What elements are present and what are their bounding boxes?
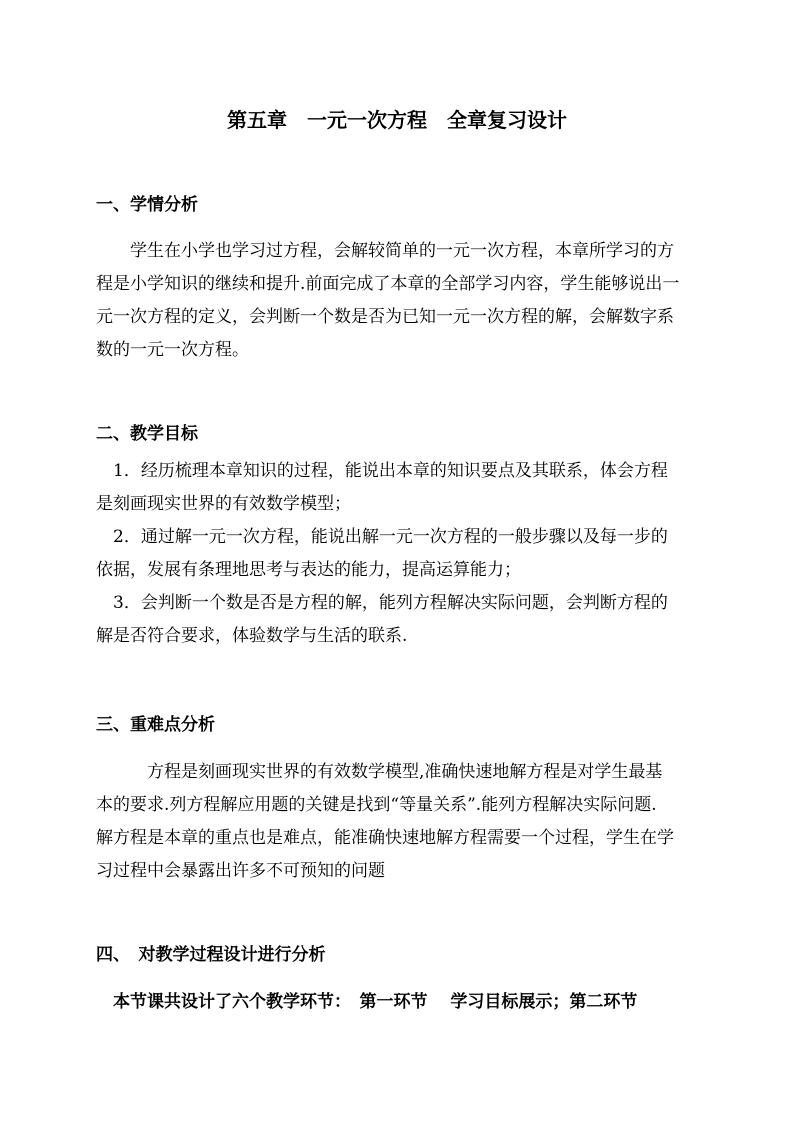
paragraph-line: 习过程中会暴露出许多不可预知的问题 — [96, 861, 385, 881]
paragraph-line: 学生在小学也学习过方程，会解较简单的一元一次方程，本章所学习的方 — [96, 241, 674, 261]
section-heading-teaching-goals: 二、教学目标 — [96, 424, 198, 444]
section-body-learning-analysis — [96, 235, 736, 367]
section-heading-process-analysis: 四、 对教学过程设计进行分析 — [96, 945, 326, 965]
paragraph-line: 本的要求.列方程解应用题的关键是找到“等量关系”.能列方程解决实际问题. — [96, 795, 657, 815]
section-heading-key-points: 三、重难点分析 — [96, 715, 215, 735]
section-heading-learning-analysis: 一、学情分析 — [96, 195, 198, 215]
paragraph-line: 是刻画现实世界的有效数学模型； — [96, 494, 351, 514]
paragraph-line: 程是小学知识的继续和提升.前面完成了本章的全部学习内容，学生能够说出一 — [96, 274, 680, 294]
paragraph-line: 本节课共设计了六个教学环节： 第一环节 学习目标展示；第二环节 — [96, 992, 638, 1012]
paragraph-line: 数的一元一次方程。 — [96, 340, 249, 360]
paragraph-line: 2．通过解一元一次方程，能说出解一元一次方程的一般步骤以及每一步的 — [96, 527, 668, 547]
page-title: 第五章 一元一次方程 全章复习设计 — [227, 108, 567, 132]
paragraph-line: 元一次方程的定义，会判断一个数是否为已知一元一次方程的解，会解数字系 — [96, 307, 674, 327]
paragraph-line: 方程是刻画现实世界的有效数学模型,准确快速地解方程是对学生最基 — [96, 762, 663, 782]
paragraph-line: 依据，发展有条理地思考与表达的能力，提高运算能力； — [96, 560, 521, 580]
paragraph-line: 1．经历梳理本章知识的过程，能说出本章的知识要点及其联系，体会方程 — [96, 461, 668, 481]
paragraph-line: 解是否符合要求，体验数学与生活的联系. — [96, 626, 408, 646]
section-body-key-points — [96, 756, 736, 888]
paragraph-line: 3．会判断一个数是否是方程的解，能列方程解决实际问题，会判断方程的 — [96, 593, 668, 613]
paragraph-line: 解方程是本章的重点也是难点，能准确快速地解方程需要一个过程，学生在学 — [96, 828, 674, 848]
section-body-teaching-goals — [96, 455, 736, 653]
section-body-process-analysis — [96, 986, 736, 1019]
